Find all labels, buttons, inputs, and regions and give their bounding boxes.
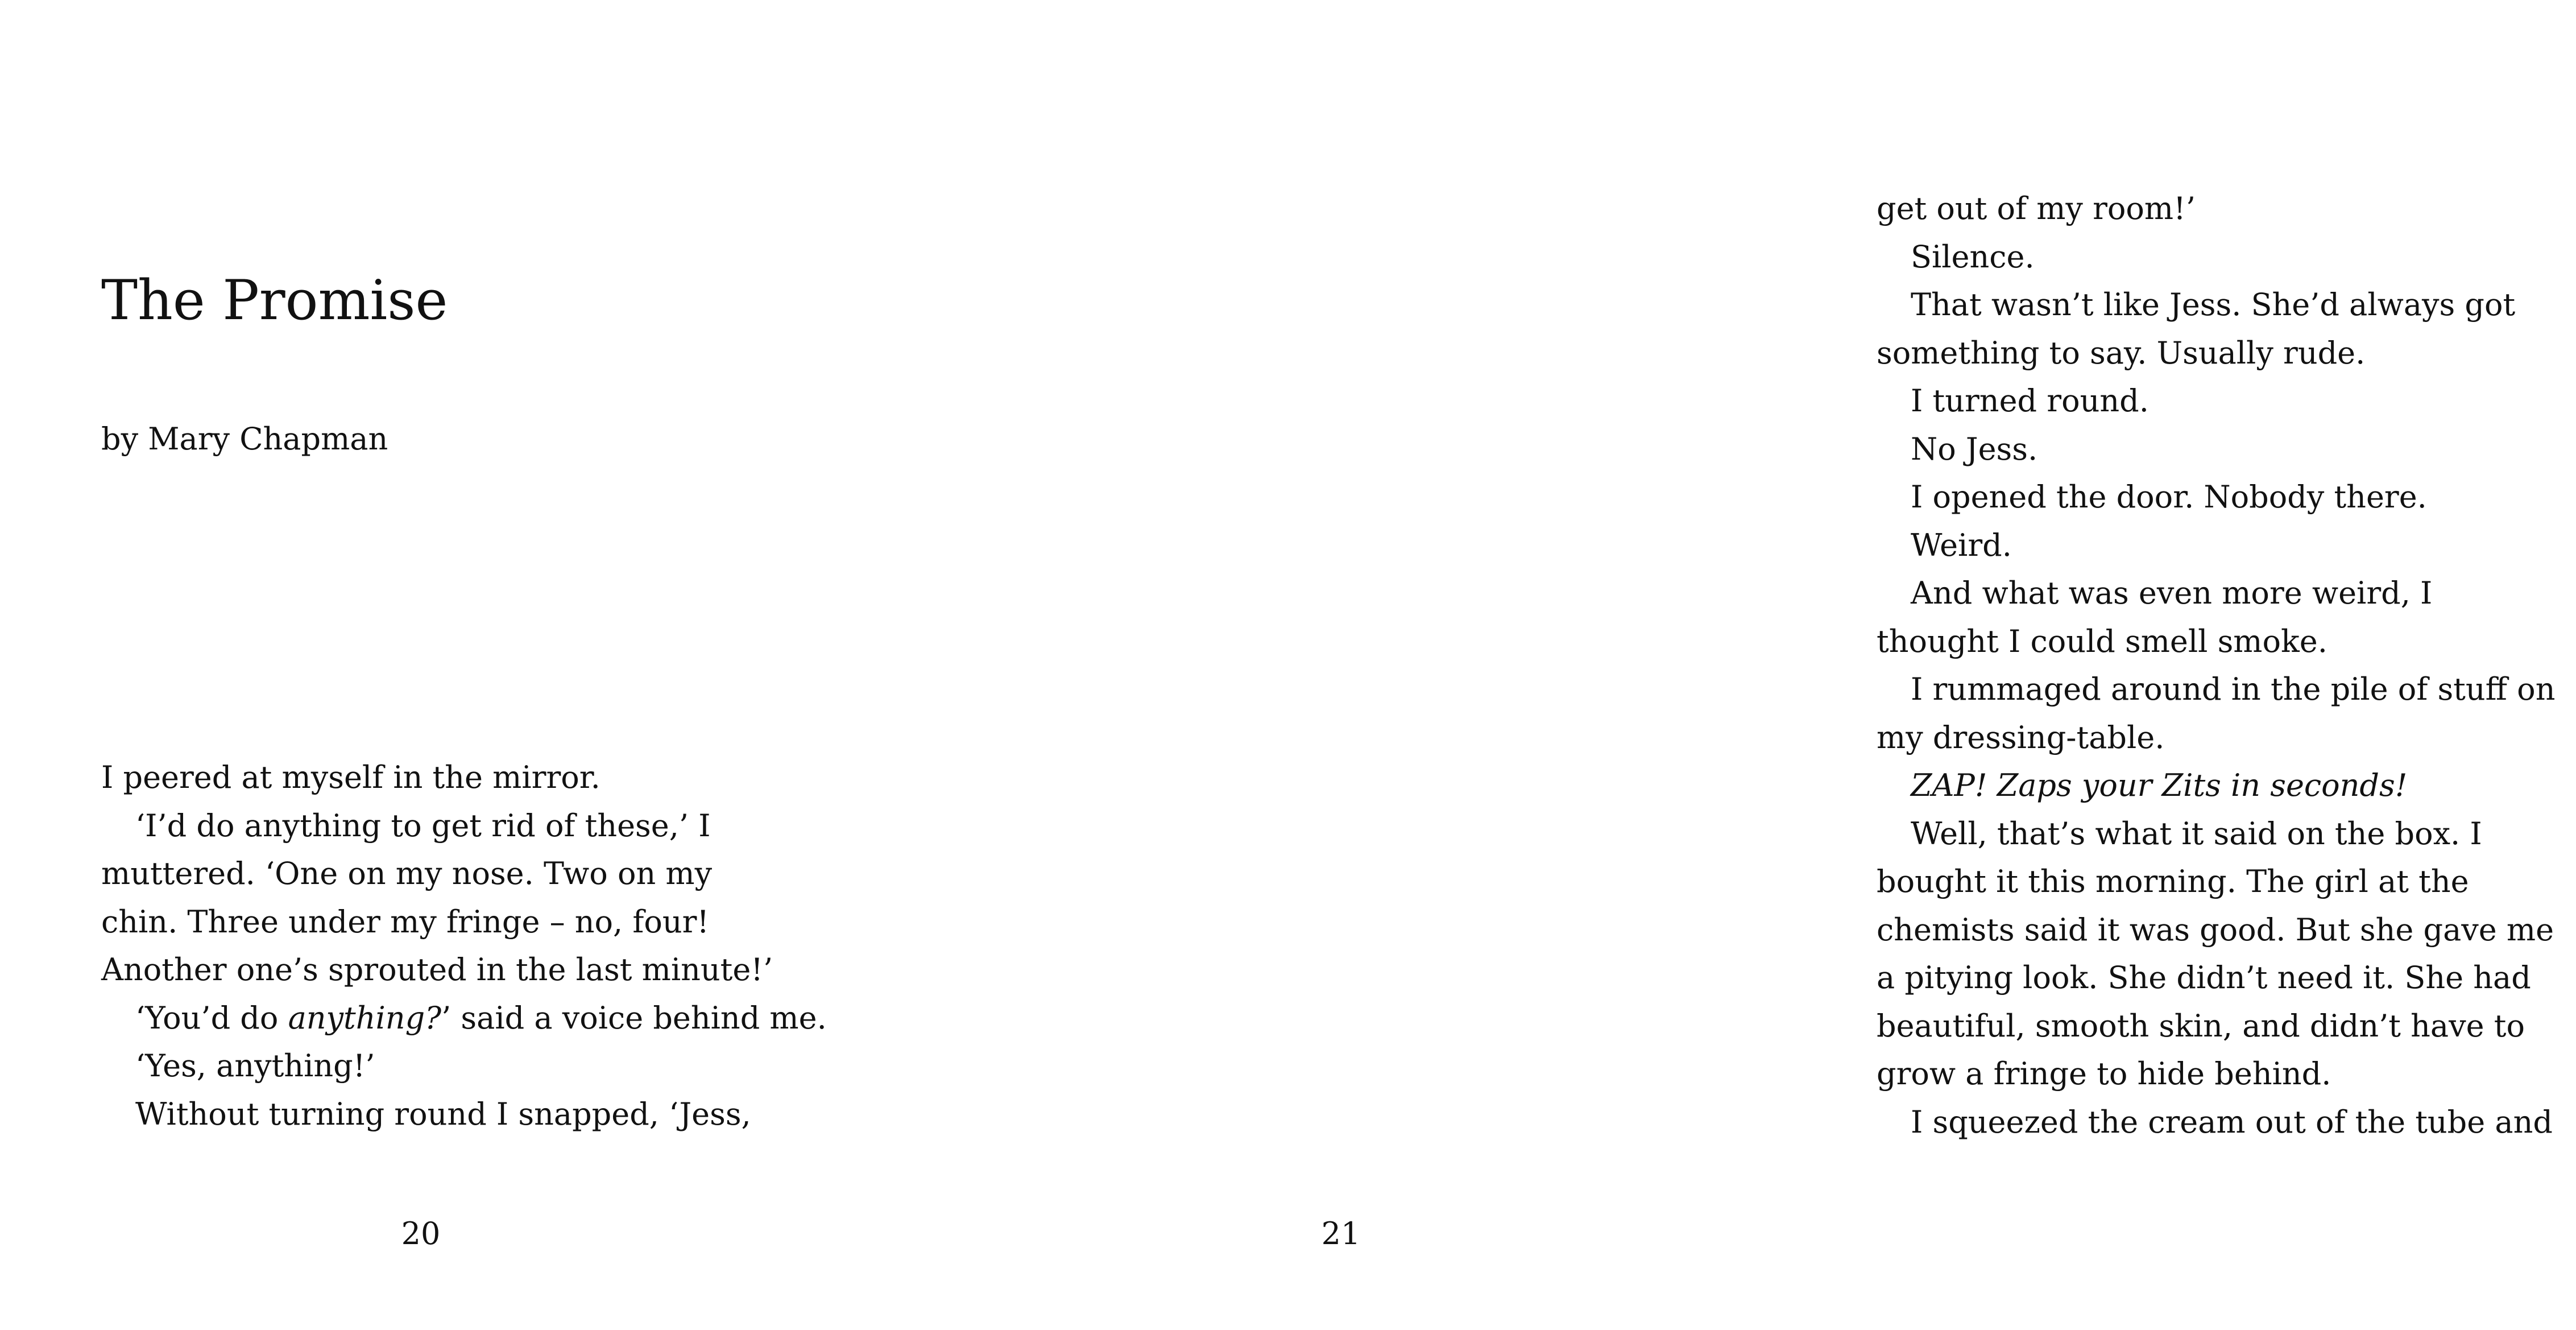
text-line: ‘I’d do anything to get rid of these,’ I <box>135 807 711 844</box>
text-segment: ’ said a voice behind me. <box>441 999 827 1036</box>
author-byline: by Mary Chapman <box>101 421 388 457</box>
story-title: The Promise <box>101 269 448 332</box>
text-line: Silence. <box>1911 238 2035 275</box>
text-line: beautiful, smooth skin, and didn’t have to <box>1877 1007 2525 1044</box>
text-line: Another one’s sprouted in the last minute!’ <box>101 952 773 988</box>
text-segment: ‘You’d do <box>135 999 288 1036</box>
text-line: chin. Three under my fringe – no, four! <box>101 903 710 940</box>
text-line: Weird. <box>1911 527 2012 563</box>
text-line: my dressing-table. <box>1877 719 2165 755</box>
text-line: I rummaged around in the pile of stuff on <box>1911 671 2556 707</box>
text-line: bought it this morning. The girl at the <box>1877 864 2469 899</box>
text-line: Without turning round I snapped, ‘Jess, <box>135 1096 751 1132</box>
page-number-left: 20 <box>401 1216 441 1251</box>
text-line: I squeezed the cream out of the tube and <box>1911 1104 2553 1140</box>
text-line: I peered at myself in the mirror. <box>101 759 600 795</box>
text-line: muttered. ‘One on my nose. Two on my <box>101 856 713 891</box>
text-line: I turned round. <box>1911 383 2149 419</box>
text-line: No Jess. <box>1911 431 2038 467</box>
text-line: I opened the door. Nobody there. <box>1911 479 2427 515</box>
text-line: chemists said it was good. But she gave me <box>1877 911 2554 948</box>
italic-text-line: ZAP! Zaps your Zits in seconds! <box>1911 767 2408 803</box>
text-line: thought I could smell smoke. <box>1877 623 2327 659</box>
text-line: a pitying look. She didn’t need it. She had <box>1877 960 2531 996</box>
text-line-mixed <box>101 994 827 1043</box>
text-line: That wasn’t like Jess. She’d always got <box>1911 287 2516 323</box>
emphasized-word: anything? <box>288 999 442 1036</box>
left-page-body <box>101 754 827 1138</box>
text-line: ‘Yes, anything!’ <box>135 1048 375 1084</box>
text-line: And what was even more weird, I <box>1911 575 2433 611</box>
page-number-right: 21 <box>1321 1216 1361 1251</box>
text-line: get out of my room!’ <box>1877 191 2196 226</box>
text-line: something to say. Usually rude. <box>1877 334 2366 371</box>
right-page <box>866 0 2556 1330</box>
text-line: grow a fringe to hide behind. <box>1877 1056 2331 1092</box>
right-page-body <box>1877 185 2576 1146</box>
left-page <box>0 0 866 1330</box>
text-line: Well, that’s what it said on the box. I <box>1911 815 2482 852</box>
